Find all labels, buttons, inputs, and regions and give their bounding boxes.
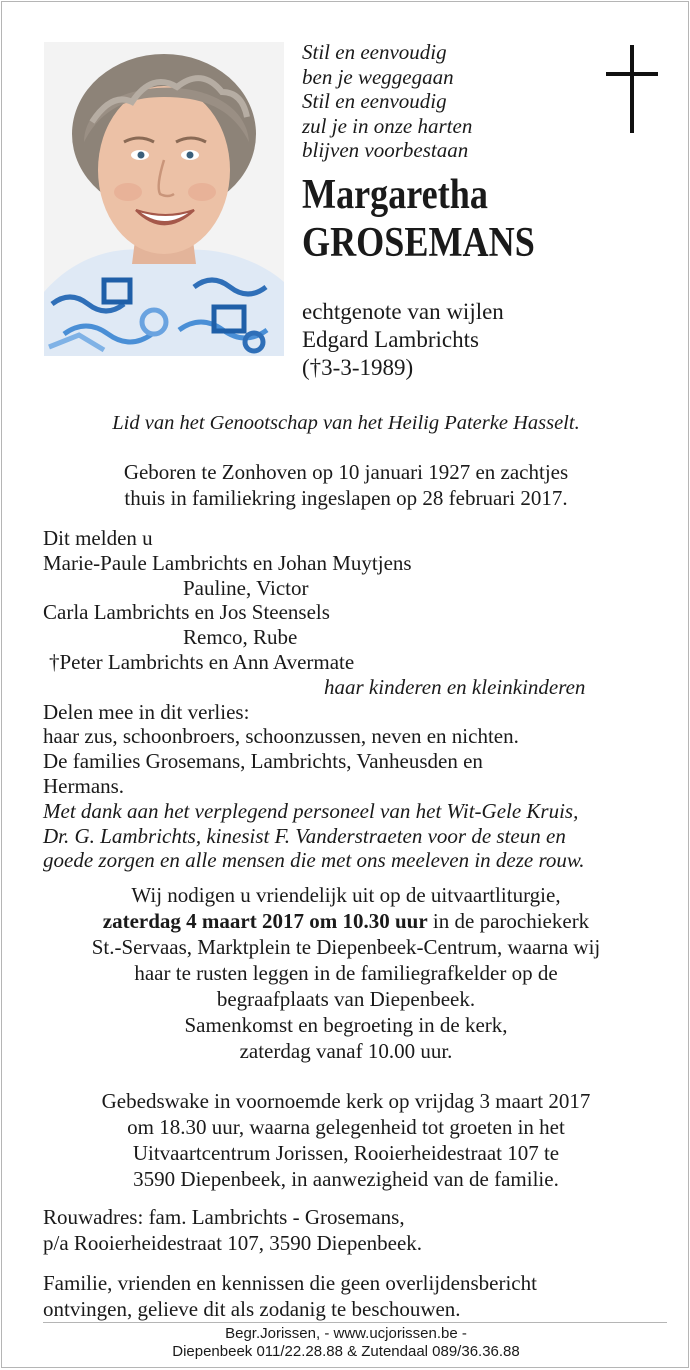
address-line: Rouwadres: fam. Lambrichts - Grosemans, [43,1205,405,1229]
service-location: in de parochiekerk [427,909,590,933]
family-line: Carla Lambrichts en Jos Steensels [43,600,330,625]
announcers-intro: Dit melden u [43,526,153,550]
share-loss-line: De families Grosemans, Lambrichts, Vanheusden en [43,749,483,774]
closing-line: ontvingen, gelieve dit als zodanig te beschouwen. [43,1297,461,1321]
spouse-line: (†3-3-1989) [302,355,414,380]
closing-line: Familie, vrienden en kennissen die geen overlijdensbericht [43,1271,537,1295]
service-line: Wij nodigen u vriendelijk uit op de uitvaartliturgie, [131,883,561,907]
share-loss-line: haar zus, schoonbroers, schoonzussen, neven en nichten. [43,724,519,749]
obituary-notice [1,1,689,1368]
service-line: St.-Servaas, Marktplein te Diepenbeek-Centrum, waarna wij [91,935,601,959]
born-line: thuis in familiekring ingeslapen op 28 februari 2017. [124,486,568,510]
service-line: begraafplaats van Diepenbeek. [216,987,476,1011]
thanks-line: goede zorgen en alle mensen die met ons meeleven in deze rouw. [43,848,585,873]
funeral-service-info [2,882,690,1064]
footer-line: Diepenbeek 011/22.28.88 & Zutendaal 089/36.36.88 [172,1343,520,1360]
born-line: Geboren te Zonhoven op 10 januari 1927 en zachtjes [123,460,569,484]
prayer-wake-info [2,1088,690,1192]
poem-line: blijven voorbestaan [302,138,469,162]
family-role: haar kinderen en kleinkinderen [324,674,586,699]
deceased-first-name: Margaretha [302,172,488,218]
grandchildren-line: Pauline, Victor [183,575,309,600]
membership-line: Lid van het Genootschap van het Heilig Paterke Hasselt. [112,412,580,434]
footer-line: Begr.Jorissen, - www.ucjorissen.be - [225,1325,467,1342]
birth-death-info [2,459,690,511]
announcement-body [43,526,683,873]
family-line: Marie-Paule Lambrichts en Johan Muytjens [43,550,412,575]
service-line: zaterdag vanaf 10.00 uur. [239,1039,453,1063]
poem-line: zul je in onze harten [302,113,473,138]
wake-line: Uitvaartcentrum Jorissen, Rooierheidestraat 107 te [132,1141,560,1165]
portrait-photo [44,42,284,356]
service-line: Samenkomst en begroeting in de kerk, [184,1013,508,1037]
closing-note [43,1270,537,1322]
spouse-line: Edgard Lambrichts [302,327,479,352]
share-loss-intro: Delen mee in dit verlies: [43,699,250,724]
poem-line: Stil en eenvoudig [302,89,447,113]
spouse-line: echtgenote van wijlen [302,299,504,324]
poem [302,40,472,163]
spouse-info [302,298,504,382]
footer-divider [43,1322,667,1323]
thanks-line: Met dank aan het verplegend personeel van het Wit-Gele Kruis, [43,798,579,823]
thanks-line: Dr. G. Lambrichts, kinesist F. Vanderstraeten voor de steun en [43,823,566,848]
service-line [2,908,690,934]
poem-line: Stil en eenvoudig [302,40,447,64]
service-line: haar te rusten leggen in de familiegrafkelder op de [134,961,558,985]
wake-line: 3590 Diepenbeek, in aanwezigheid van de familie. [133,1167,559,1191]
poem-line: ben je weggegaan [302,64,454,89]
wake-line: om 18.30 uur, waarna gelegenheid tot groeten in het [127,1115,565,1139]
deceased-last-name: GROSEMANS [302,220,535,266]
wake-line: Gebedswake in voornoemde kerk op vrijdag 3 maart 2017 [101,1089,591,1113]
mourning-address [43,1204,422,1256]
address-line: p/a Rooierheidestraat 107, 3590 Diepenbeek. [43,1231,423,1255]
family-line: †Peter Lambrichts en Ann Avermate [49,649,355,674]
share-loss-line: Hermans. [43,773,125,798]
funeral-home-footer [2,1325,690,1361]
grandchildren-line: Remco, Rube [183,625,298,650]
latin-cross-icon [606,45,658,133]
service-date: zaterdag 4 maart 2017 om 10.30 uur [102,909,428,933]
